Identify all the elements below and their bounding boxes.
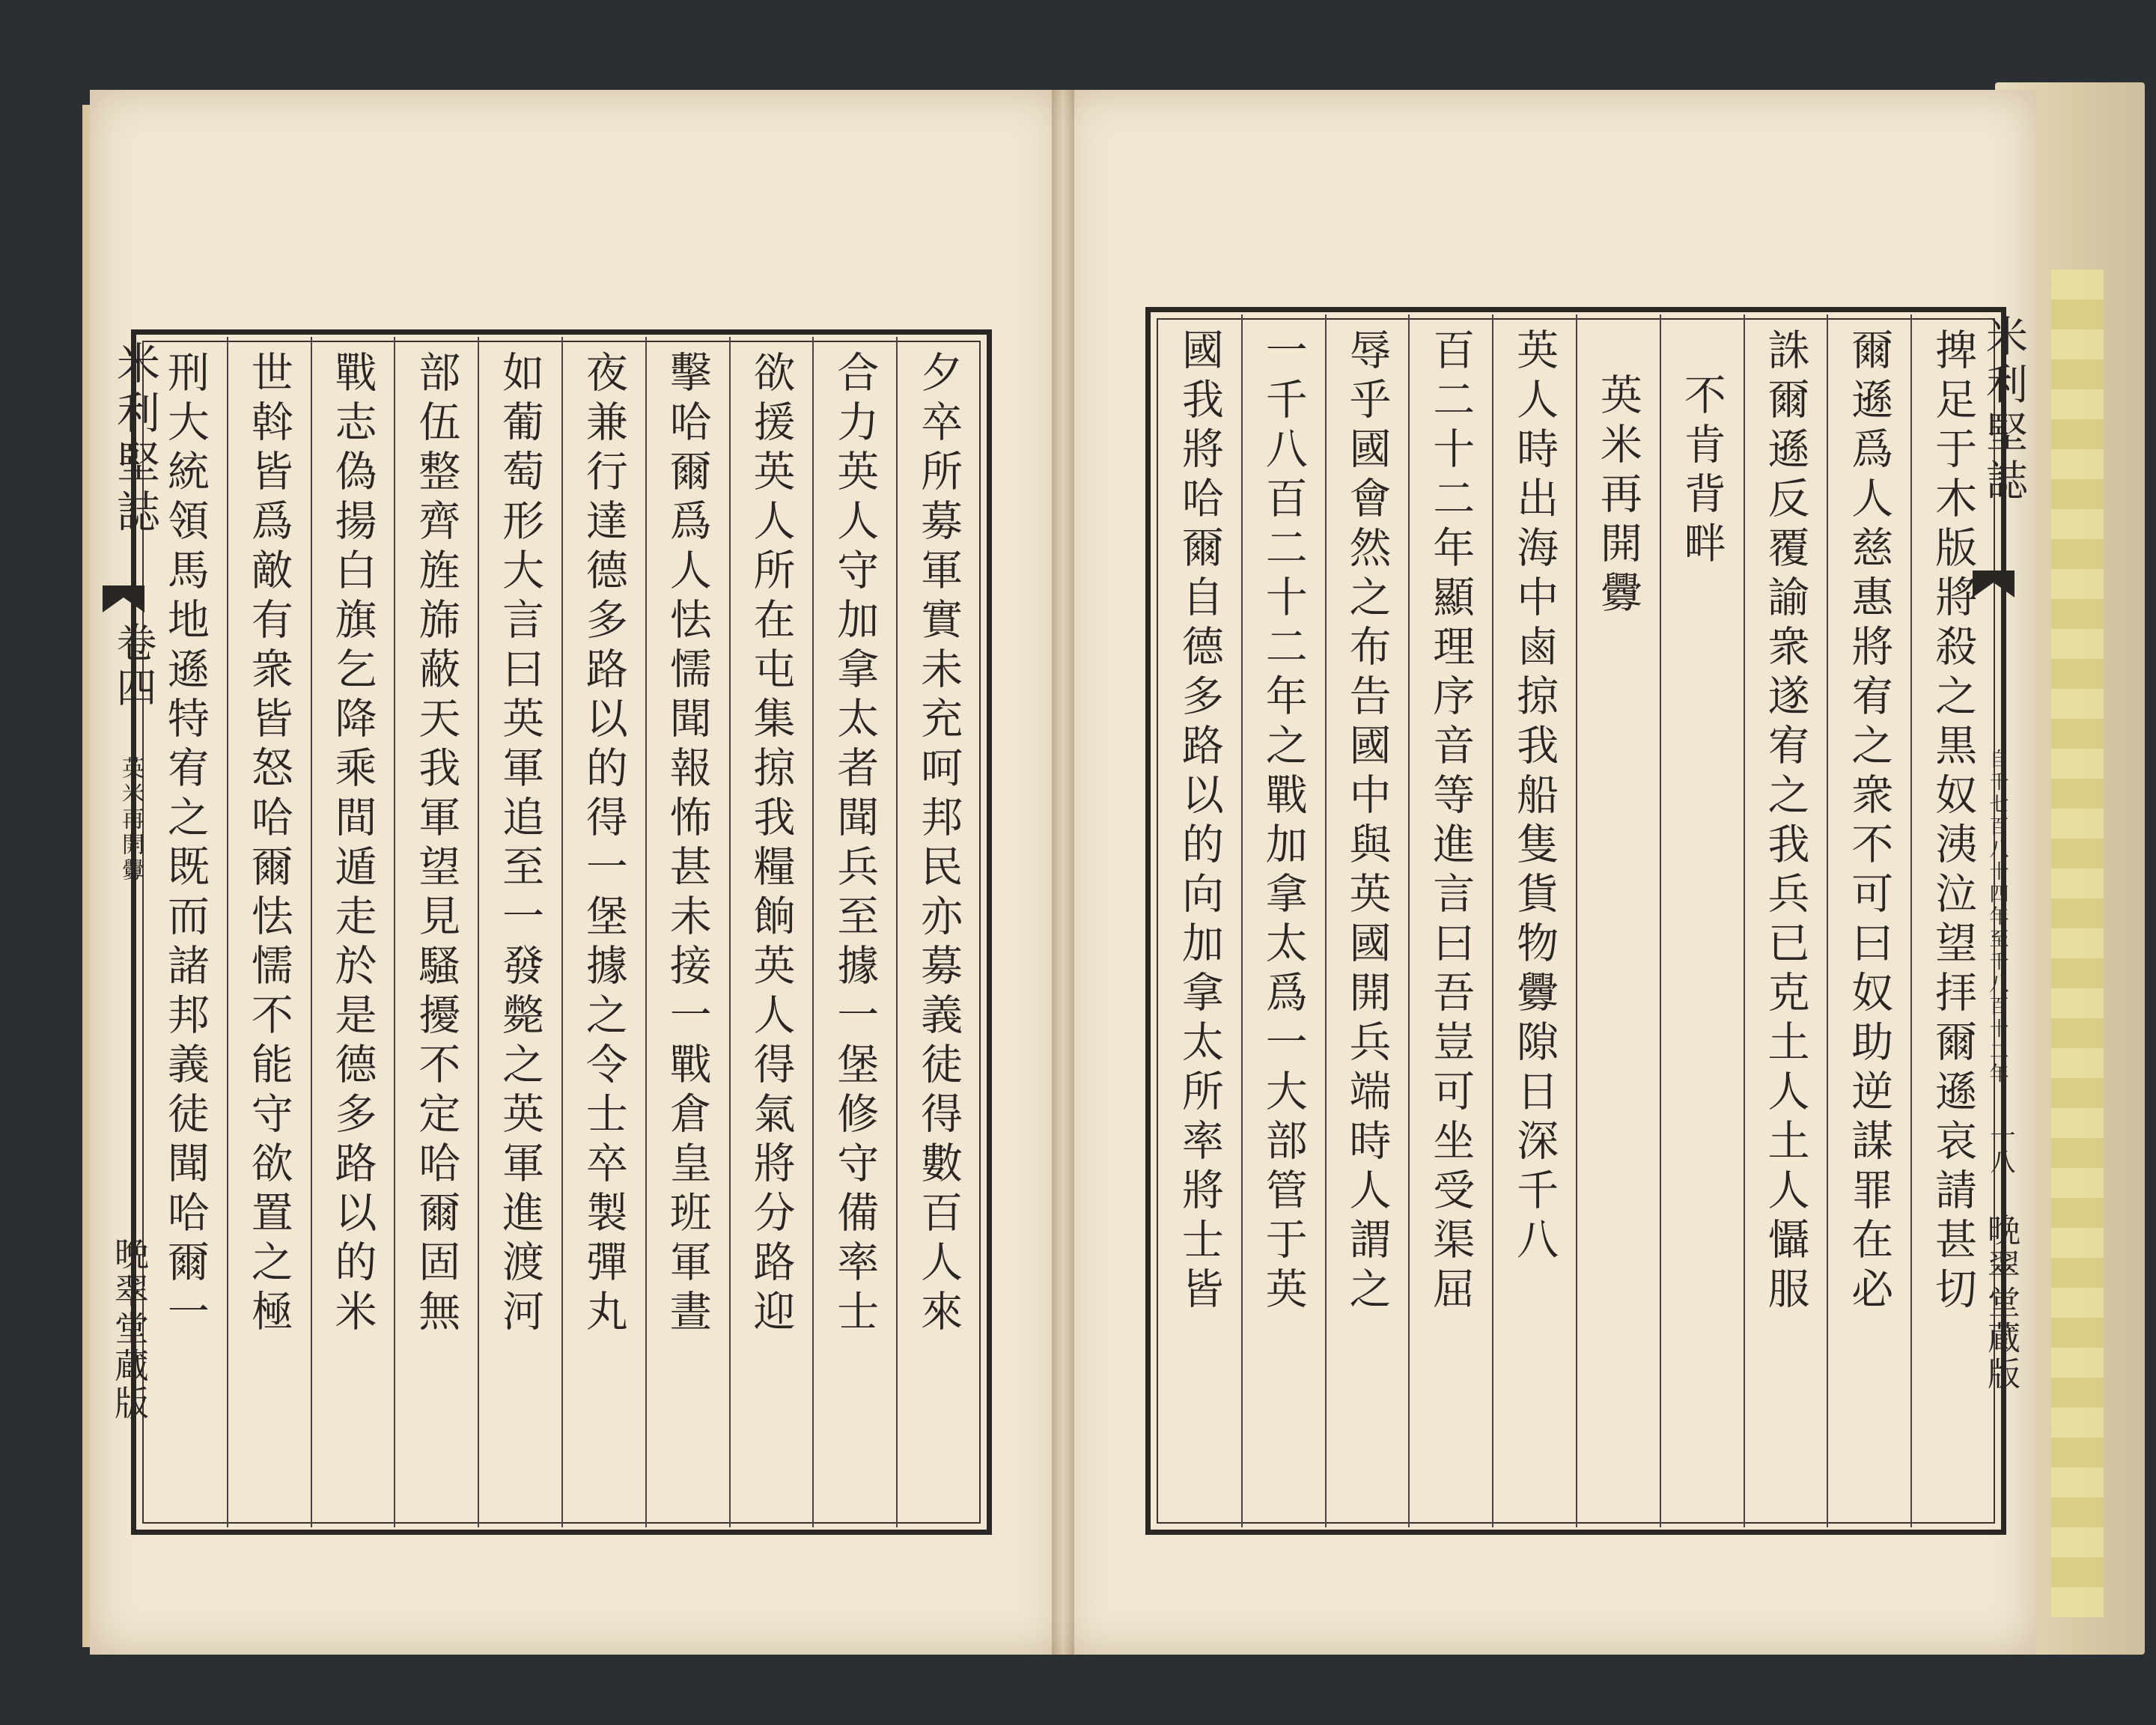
right-margin-publisher: 晩翠堂蔵版: [1982, 1213, 2020, 1393]
left-margin-chapter: 英米再開釁: [118, 756, 144, 883]
column-rule: [1492, 314, 1493, 1527]
text-column: 爾遜爲人慈惠將宥之衆不可曰奴助逆謀罪在必: [1845, 328, 1894, 1316]
right-margin-date-note: 自千七百八十四年至千八百十二年: [1986, 749, 2009, 1086]
text-column: 誅爾遜反覆諭衆遂宥之我兵已克土人土人懾服: [1761, 328, 1810, 1316]
left-fishtail-mark: [101, 584, 146, 614]
left-margin-volume: 卷四: [110, 621, 157, 711]
text-column: 百二十二年顯理序音等進言曰吾豈可坐受渠屈: [1426, 328, 1476, 1316]
column-rule: [478, 337, 479, 1527]
text-column: 刑大統領馬地遜特宥之既而諸邦義徒聞哈爾一: [160, 350, 210, 1339]
column-rule: [561, 337, 563, 1527]
column-rule: [729, 337, 731, 1527]
text-column: 合力英人守加拿太者聞兵至據一堡修守備率士: [830, 350, 880, 1339]
text-column: 欲援英人所在屯集掠我糧餉英人得氣將分路迎: [746, 350, 796, 1339]
column-rule: [227, 337, 228, 1527]
text-column: 擊哈爾爲人怯懦聞報怖甚未接一戰倉皇班軍晝: [663, 350, 712, 1339]
column-rule: [1325, 314, 1327, 1527]
text-column: 世斡皆爲敵有衆皆怒哈爾怯懦不能守欲置之極: [244, 350, 293, 1339]
text-column: 捭足于木版將殺之黒奴洟泣望拝爾遜哀請甚切: [1928, 328, 1978, 1316]
text-column: 如葡萄形大言曰英軍追至一發斃之英軍進渡河: [496, 350, 545, 1339]
column-rule: [1660, 314, 1661, 1527]
column-rule: [311, 337, 312, 1527]
left-margin-publisher: 晩翠堂蔵版: [109, 1235, 150, 1423]
text-column: 夜兼行達德多路以的得一堡據之令士卒製彈丸: [579, 350, 628, 1339]
yellow-page-stain: [2051, 270, 2104, 1617]
text-column: 國我將哈爾自德多路以的向加拿太所率將士皆: [1175, 328, 1224, 1316]
text-column: 英人時出海中鹵掠我船隻貨物釁隙日深千八: [1510, 328, 1559, 1267]
section-heading: 英米再開釁: [1593, 373, 1642, 620]
column-rule: [645, 337, 647, 1527]
column-rule: [1827, 314, 1828, 1527]
column-rule: [896, 337, 898, 1527]
column-rule: [394, 337, 395, 1527]
text-column: 一千八百二十二年之戰加拿太爲一大部管于英: [1258, 328, 1308, 1316]
right-margin-title: 米利堅誌: [1979, 314, 2028, 506]
text-column: 部伍整齊旌旆蔽天我軍望見騷擾不定哈爾固無: [412, 350, 461, 1339]
text-column: 戰志偽揚白旗乞降乘間遁走於是德多路以的米: [328, 350, 377, 1339]
column-rule: [1408, 314, 1410, 1527]
column-rule: [812, 337, 814, 1527]
book-gutter: [1052, 90, 1074, 1655]
text-column: 不肯背畔: [1677, 373, 1726, 571]
column-rule: [1241, 314, 1243, 1527]
column-rule: [1744, 314, 1745, 1527]
text-column: 夕卒所募軍實未充呵邦民亦募義徒得數百人來: [914, 350, 963, 1339]
right-margin-page-number: 十八: [1985, 1123, 2015, 1174]
column-rule: [1910, 314, 1912, 1527]
column-rule: [1576, 314, 1577, 1527]
text-column: 辱乎國會然之布告國中與英國開兵端時人謂之: [1342, 328, 1392, 1316]
left-margin-title: 米利堅誌: [109, 341, 160, 538]
